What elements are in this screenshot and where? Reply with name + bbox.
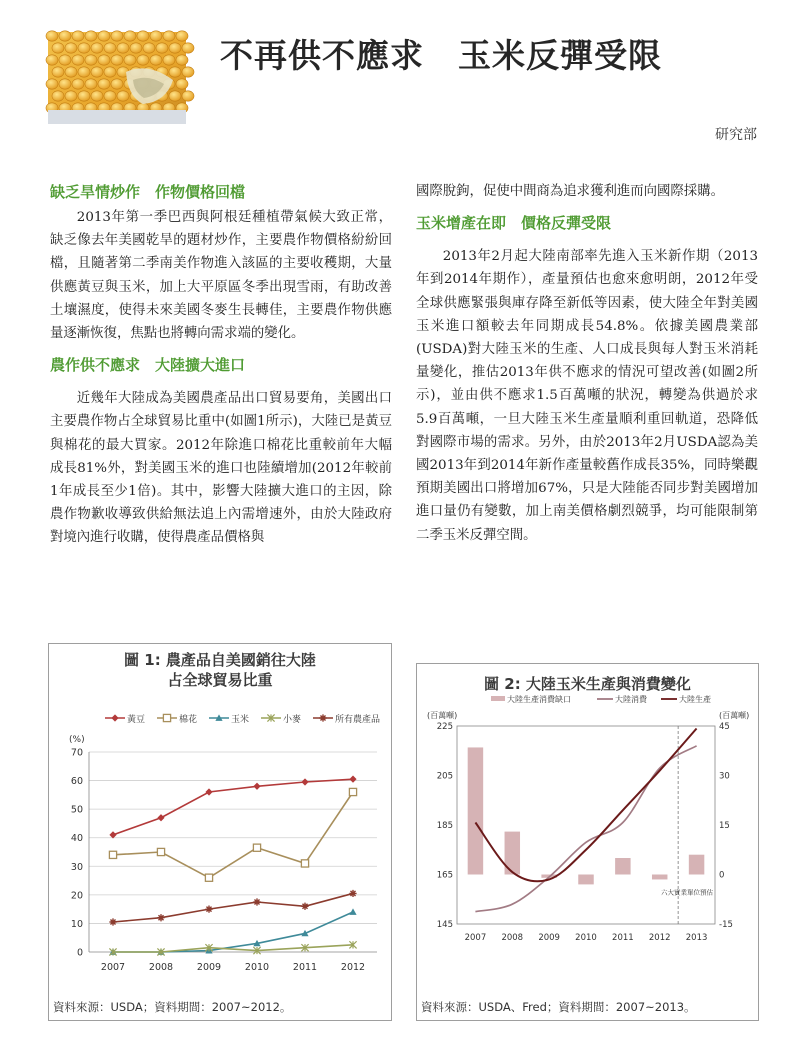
y-tick-label: 50	[70, 804, 83, 816]
x-tick-label: 2007	[100, 962, 126, 973]
department-label: 研究部	[715, 127, 757, 143]
data-point	[157, 814, 164, 821]
figure-2-legend	[491, 694, 711, 704]
right-axis-unit: (百萬噸)	[719, 711, 750, 720]
left-tick-label: 145	[436, 920, 453, 930]
data-point	[157, 848, 164, 855]
left-tick-label: 205	[436, 771, 453, 782]
x-tick-label: 2008	[501, 933, 524, 943]
y-tick-label: 70	[70, 747, 83, 759]
x-tick-label: 2008	[148, 962, 174, 973]
series-line	[113, 945, 353, 952]
x-tick-label: 2010	[575, 933, 597, 943]
corn-photo	[48, 32, 186, 124]
figure-2-source: 資料來源：USDA、Fred；資料期間：2007~2013。	[421, 1000, 696, 1014]
data-point	[301, 903, 308, 910]
x-tick-label: 2007	[464, 933, 487, 943]
data-point	[253, 844, 260, 851]
y-tick-label: 0	[76, 947, 83, 959]
x-tick-label: 2011	[612, 933, 634, 943]
series-line	[113, 893, 353, 922]
legend-swatch-marker	[111, 714, 118, 721]
data-point	[349, 890, 356, 897]
y-tick-label: 30	[70, 861, 83, 873]
x-tick-label: 2013	[685, 933, 708, 943]
legend-swatch-marker	[163, 714, 170, 721]
x-tick-label: 2010	[244, 962, 270, 973]
bar	[468, 747, 483, 874]
data-point	[301, 778, 308, 785]
section-heading-1: 缺乏旱情炒作 作物價格回檔	[50, 183, 246, 201]
page-title: 不再供不應求 玉米反彈受限	[220, 36, 662, 75]
figure-2-chart	[417, 695, 756, 992]
data-point	[253, 898, 260, 905]
figure-1	[48, 643, 392, 1021]
data-point	[157, 914, 164, 921]
right-tick-label: -15	[719, 920, 733, 930]
left-tick-label: 225	[436, 722, 453, 732]
forecast-annotation: 六大實業單位預估	[661, 888, 713, 897]
data-point	[349, 788, 356, 795]
series-triangle	[109, 908, 356, 954]
y-tick-label: 40	[70, 833, 83, 845]
right-column	[416, 180, 758, 547]
legend-label: 黃豆	[127, 715, 146, 725]
right-tick-label: 45	[719, 722, 730, 732]
bar	[578, 875, 593, 885]
paragraph-2-continued: 國際脫鉤，促使中間商為追求獲利進而向國際採購。	[416, 184, 724, 199]
figure-1-source: 資料來源：USDA；資料期間：2007~2012。	[53, 1000, 292, 1014]
left-column	[50, 180, 392, 550]
paragraph-1: 2013年第一季巴西與阿根廷種植帶氣候大致正常，缺乏像去年美國乾旱的題材炒作，主要農作物價格紛紛回檔，且隨著第二季南美作物進入該區的主要收穫期，大量供應黃豆與玉米，加上大平原區冬季出現雪雨，有助改善土壤濕度，使得未來美國冬麥生長轉佳，主要農作物供應量逐漸恢復，焦點也將轉向需求端的變化。	[50, 210, 392, 342]
left-tick-label: 185	[436, 821, 453, 831]
data-point	[205, 874, 212, 881]
paragraph-2: 近幾年大陸成為美國農產品出口貿易要角，美國出口主要農作物占全球貿易比重中(如圖1所示)，大陸已是黃豆與棉花的最大買家。2012年除進口棉花比重較前年大幅成長81%外，對美國玉米的進口也陸續增加(2012年較前1年成長至少1倍)。其中，影響大陸擴大進口的主因，除農作物歉收導致供給無法追上內需增速外，由於大陸政府對境內進行收購，使得農產品價格與	[50, 391, 392, 546]
legend-label: 所有農產品	[335, 715, 381, 725]
y-tick-label: 10	[70, 918, 83, 930]
data-point	[349, 776, 356, 783]
figure-1-legend	[105, 713, 380, 725]
figure-2	[416, 663, 759, 1021]
figure-2-title: 圖 2: 大陸玉米生產與消費變化	[484, 675, 691, 693]
bar	[615, 858, 630, 875]
series-x	[109, 941, 356, 955]
paragraph-3: 2013年2月起大陸南部率先進入玉米新作期（2013年到2014年期作），產量預估也愈來愈明朗，2012年受全球供應緊張與庫存降至新低等因素，使大陸全年對美國玉米進口額較去年同期成長54.8%。依據美國農業部(USDA)對大陸玉米的生產、人口成長與每人對玉米消耗量變化，推估2013年供不應求的情況可望改善(如圖2所示)，並由供不應求1.5百萬噸的狀況，轉變為供過於求5.9百萬噸，一旦大陸玉米生產量順利重回軌道，恐降低對國際市場的需求。另外，由於2013年2月USDA認為美國2013年到2014年新作產量較舊作成長35%，同時樂觀預期美國出口將增加67%，只是大陸能否同步對美國增加進口量仍有變數，加上南美價格劇烈競爭，均可能限制第二季玉米反彈空間。	[416, 249, 758, 543]
figure-1-chart	[49, 698, 389, 998]
left-tick-label: 165	[436, 870, 453, 881]
figure-1-title-line1: 圖 1: 農產品自美國銷往大陸	[124, 651, 316, 669]
legend-label: 大陸消費	[615, 695, 647, 704]
legend-label: 玉米	[231, 715, 250, 725]
series-line	[113, 792, 353, 878]
right-tick-label: 0	[719, 870, 725, 881]
y-axis-unit: (%)	[69, 735, 85, 745]
data-point	[109, 918, 116, 925]
right-tick-label: 30	[719, 771, 730, 782]
data-point	[349, 908, 356, 914]
x-tick-label: 2009	[196, 962, 222, 973]
x-tick-label: 2011	[292, 962, 318, 973]
y-tick-label: 60	[70, 776, 83, 788]
x-tick-label: 2012	[340, 962, 366, 973]
figure-1-title-line2: 占全球貿易比重	[167, 671, 273, 689]
bar	[689, 855, 704, 875]
data-point	[301, 860, 308, 867]
section-heading-3: 玉米增產在即 價格反彈受限	[416, 214, 612, 233]
y-tick-label: 20	[70, 890, 83, 902]
series-consumption	[475, 746, 696, 912]
legend-label: 大陸生產	[679, 695, 711, 704]
series-square	[109, 788, 356, 881]
left-axis-unit: (百萬噸)	[427, 711, 458, 720]
data-point	[205, 788, 212, 795]
legend-swatch-marker	[319, 714, 326, 721]
legend-swatch-bar	[491, 696, 505, 701]
data-point	[109, 851, 116, 858]
series-line	[113, 779, 353, 835]
legend-label: 小麥	[283, 715, 302, 725]
series-diamond	[109, 776, 356, 839]
section-heading-2: 農作供不應求 大陸擴大進口	[50, 356, 246, 375]
data-point	[205, 906, 212, 913]
legend-label: 大陸生產消費缺口	[507, 695, 571, 704]
bar	[652, 875, 667, 880]
x-tick-label: 2009	[538, 933, 560, 943]
right-tick-label: 15	[719, 821, 730, 831]
x-tick-label: 2012	[648, 933, 671, 943]
legend-label: 棉花	[179, 715, 198, 725]
data-point	[253, 783, 260, 790]
